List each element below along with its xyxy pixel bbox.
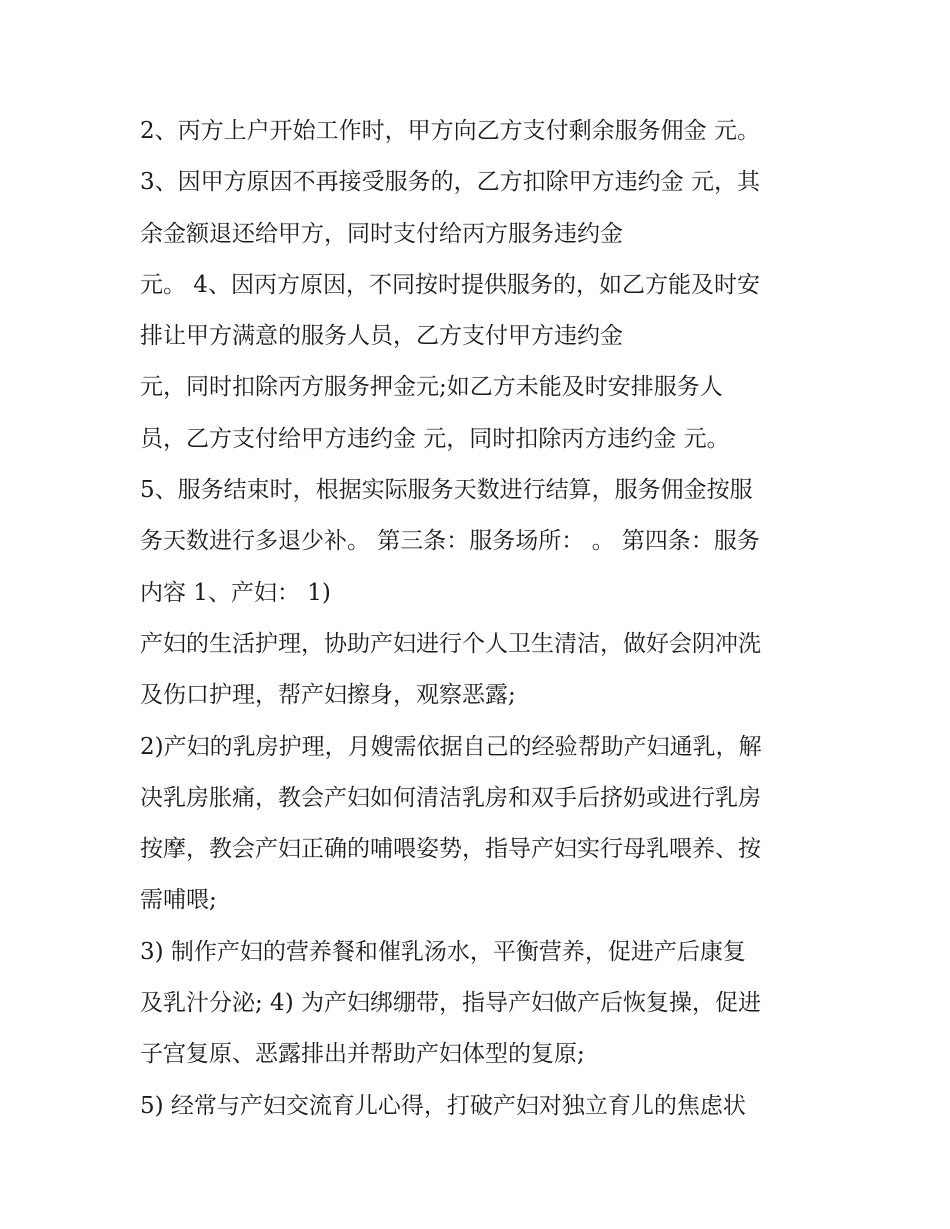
text-line: 余金额退还给甲方，同时支付给丙方服务违约金 [140,220,623,247]
text-line: 2)产妇的乳房护理，月嫂需依据自己的经验帮助产妇通乳，解 [140,733,762,760]
text-line: 5) 经常与产妇交流育儿心得，打破产妇对独立育儿的焦虑状 [140,1092,746,1119]
text-line: 务天数进行多退少补。 第三条：服务场所： 。 第四条：服务 [140,528,760,555]
text-line: 决乳房胀痛，教会产妇如何清洁乳房和双手后挤奶或进行乳房 [140,784,761,811]
text-line: 元，同时扣除丙方服务押金元;如乙方未能及时安排服务人 [140,374,723,401]
text-line: 需哺喂; [140,887,217,914]
text-line: 按摩，教会产妇正确的哺喂姿势，指导产妇实行母乳喂养、按 [140,836,761,863]
text-line: 产妇的生活护理，协助产妇进行个人卫生清洁，做好会阴冲洗 [140,630,761,657]
text-line: 元。 4、因丙方原因，不同按时提供服务的，如乙方能及时安 [140,271,760,298]
text-line: 排让甲方满意的服务人员，乙方支付甲方违约金 [140,323,623,350]
text-line: 2、丙方上户开始工作时，甲方向乙方支付剩余服务佣金 元。 [140,118,760,144]
text-line: 及伤口护理，帮产妇擦身，观察恶露; [140,682,516,709]
text-line: 5、服务结束时，根据实际服务天数进行结算，服务佣金按服 [140,477,753,504]
text-line: 3) 制作产妇的营养餐和催乳汤水，平衡营养，促进产后康复 [140,938,746,965]
text-line: 员，乙方支付给甲方违约金 元，同时扣除丙方违约金 元。 [140,425,730,452]
contract-text [140,106,840,1132]
text-line: 子宫复原、恶露排出并帮助产妇体型的复原; [140,1041,585,1068]
text-line: 3、因甲方原因不再接受服务的，乙方扣除甲方违约金 元，其 [140,169,760,196]
text-line: 及乳汁分泌; 4) 为产妇绑绷带，指导产妇做产后恢复操，促进 [140,990,761,1017]
text-line: 内容 1、产妇： 1) [140,579,331,606]
